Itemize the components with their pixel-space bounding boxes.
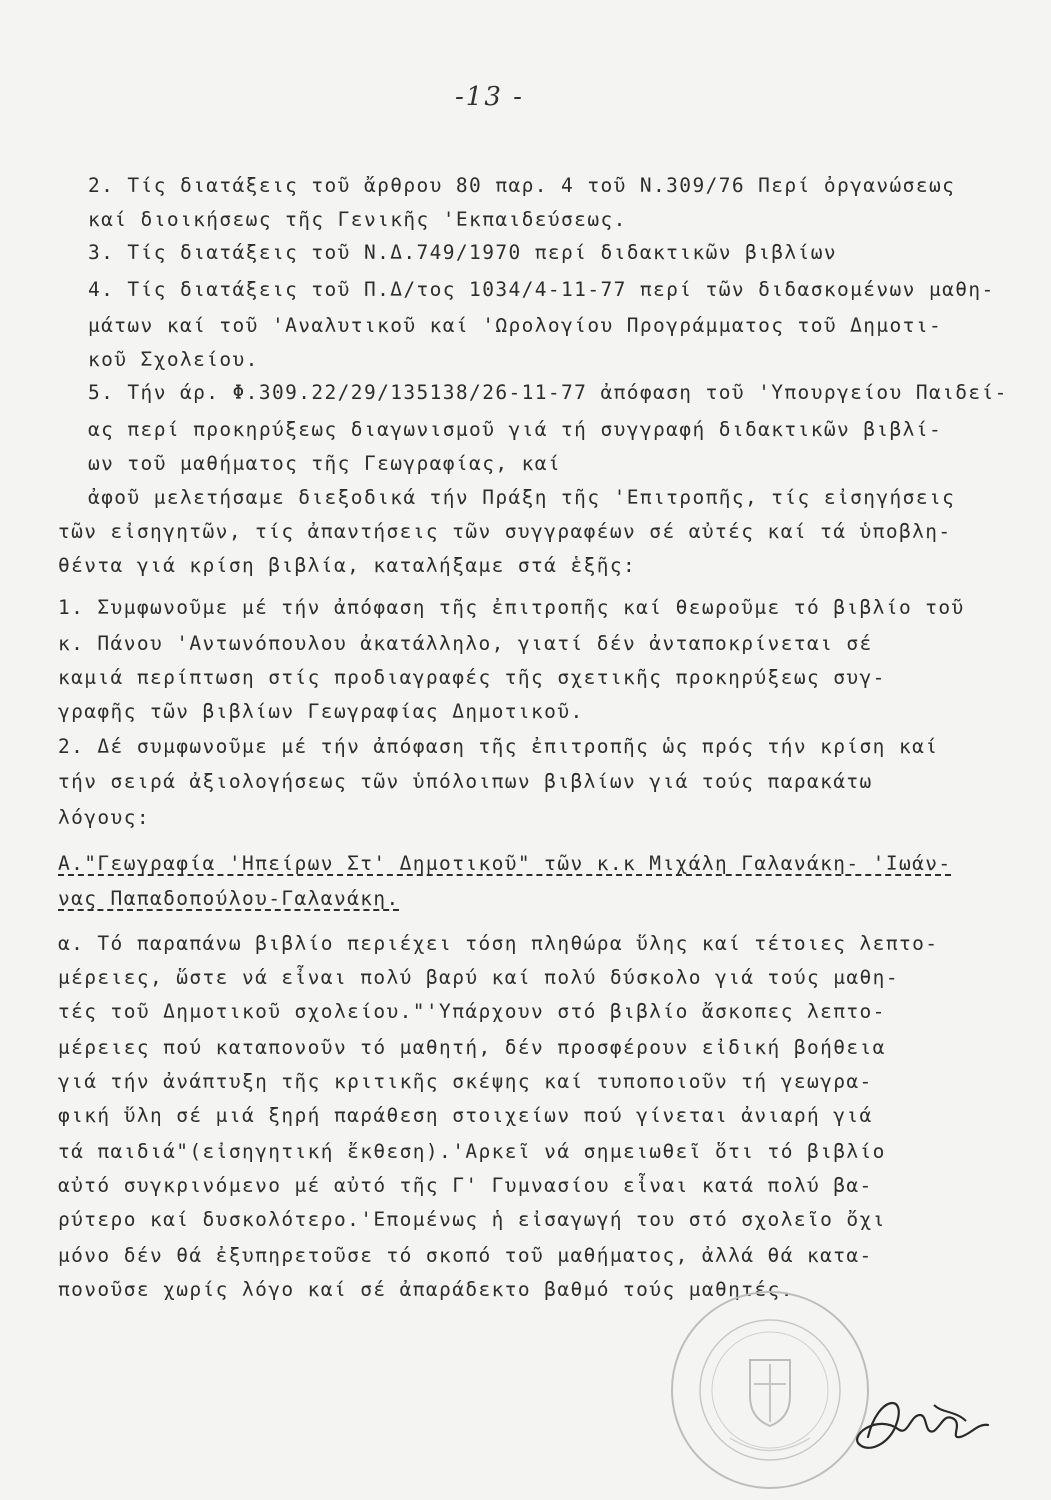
text-line: κοῦ Σχολείου.: [88, 348, 259, 371]
text-line: 1. Συμφωνοῦμε μέ τήν ἀπόφαση τῆς ἐπιτροπῆς καί θεωροῦμε τό βιβλίο τοῦ: [58, 596, 965, 619]
text-line: τές τοῦ Δημοτικοῦ σχολείου."'Υπάρχουν στό βιβλίο ἄσκοπες λεπτο-: [58, 1000, 886, 1023]
text-line: 5. Τήν άρ. Φ.309.22/29/135138/26-11-77 ἀπόφαση τοῦ 'Υπουργείου Παιδεί-: [88, 381, 1008, 404]
text-line: πονοῦσε χωρίς λόγο καί σέ ἀπαράδεκτο βαθμό τούς μαθητές.: [58, 1278, 794, 1301]
text-line: ων τοῦ μαθήματος τῆς Γεωγραφίας, καί: [88, 452, 562, 475]
text-line: καμιά περίπτωση στίς προδιαγραφές τῆς σχετικῆς προκηρύξεως συγ-: [58, 666, 886, 689]
text-line: ἀφοῦ μελετήσαμε διεξοδικά τήν Πράξη τῆς 'Επιτροπῆς, τίς εἰσηγήσεις: [88, 486, 956, 509]
text-line: 2. Τίς διατάξεις τοῦ ἄρθρου 80 παρ. 4 τοῦ Ν.309/76 Περί ὀργανώσεως: [88, 174, 956, 197]
text-line: λόγους:: [58, 806, 150, 829]
text-line: μέρειες πού καταπονοῦν τό μαθητή, δέν προσφέρουν εἰδική βοήθεια: [58, 1036, 886, 1059]
text-line: μέρειες, ὥστε νά εἶναι πολύ βαρύ καί πολύ δύσκολο γιά τούς μαθη-: [58, 966, 899, 989]
text-line: κ. Πάνου 'Αντωνόπουλου ἀκατάλληλο, γιατί δέν ἀνταποκρίνεται σέ: [58, 632, 873, 655]
text-line: ρύτερο καί δυσκολότερο.'Επομένως ἡ εἰσαγωγή του στό σχολεῖο ὄχι: [58, 1208, 886, 1231]
signature: [838, 1385, 998, 1465]
text-line: φική ὕλη σέ μιά ξηρή παράθεση στοιχείων πού γίνεται ἀνιαρή γιά: [58, 1104, 873, 1127]
text-line: 2. Δέ συμφωνοῦμε μέ τήν ἀπόφαση τῆς ἐπιτροπῆς ὡς πρός τήν κρίση καί: [58, 735, 939, 758]
section-heading: νας Παπαδοπούλου-Γαλανάκη.: [58, 887, 400, 910]
text-line: μόνο δέν θά ἐξυπηρετοῦσε τό σκοπό τοῦ μαθήματος, ἀλλά θά κατα-: [58, 1244, 873, 1267]
text-line: αὐτό συγκρινόμενο μέ αὐτό τῆς Γ' Γυμνασίου εἶναι κατά πολύ βα-: [58, 1174, 873, 1197]
text-line: 3. Τίς διατάξεις τοῦ Ν.Δ.749/1970 περί διδακτικῶν βιβλίων: [88, 241, 837, 264]
text-line: α. Τό παραπάνω βιβλίο περιέχει τόση πληθώρα ὕλης καί τέτοιες λεπτο-: [58, 932, 939, 955]
text-line: θέντα γιά κρίση βιβλία, καταλήξαμε στά ἑξῆς:: [58, 554, 637, 577]
text-line: τήν σειρά ἀξιολογήσεως τῶν ὑπόλοιπων βιβλίων γιά τούς παρακάτω: [58, 770, 873, 793]
text-line: 4. Τίς διατάξεις τοῦ Π.Δ/τος 1034/4-11-77 περί τῶν διδασκομένων μαθη-: [88, 278, 995, 301]
text-line: τά παιδιά"(εἰσηγητική ἔκθεση).'Αρκεῖ νά σημειωθεῖ ὅτι τό βιβλίο: [58, 1140, 886, 1163]
text-line: καί διοικήσεως τῆς Γενικῆς 'Εκπαιδεύσεως.: [88, 208, 627, 231]
page-number: -13 -: [455, 82, 524, 112]
text-line: γιά τήν ἀνάπτυξη τῆς κριτικῆς σκέψης καί τυποποιοῦν τή γεωγρα-: [58, 1070, 873, 1093]
text-line: γραφῆς τῶν βιβλίων Γεωγραφίας Δημοτικοῦ.: [58, 700, 584, 723]
section-heading: Α."Γεωγραφία 'Ηπείρων Στ' Δημοτικοῦ" τῶν κ.κ Μιχάλη Γαλανάκη- 'Ιωάν-: [58, 852, 952, 875]
text-line: ας περί προκηρύξεως διαγωνισμοῦ γιά τή συγγραφή διδακτικῶν βιβλί-: [88, 418, 943, 441]
text-line: μάτων καί τοῦ 'Αναλυτικοῦ καί 'Ωρολογίου Προγράμματος τοῦ Δημοτι-: [88, 314, 943, 337]
text-line: τῶν εἰσηγητῶν, τίς ἀπαντήσεις τῶν συγγραφέων σέ αὐτές καί τά ὑποβλη-: [58, 520, 952, 543]
